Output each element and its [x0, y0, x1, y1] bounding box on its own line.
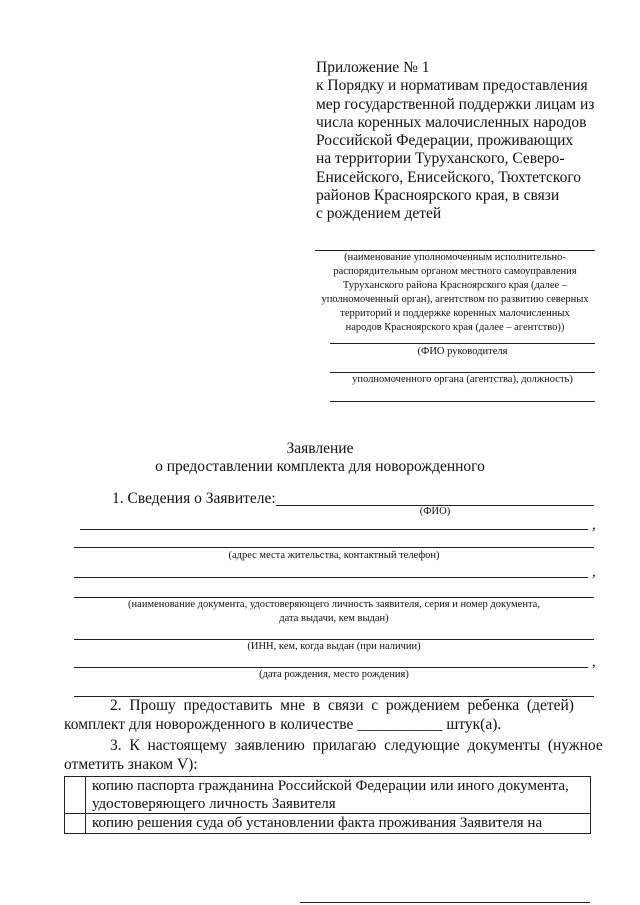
fio-caption: (ФИО) — [419, 506, 451, 517]
appendix-header — [316, 59, 616, 224]
id-document-caption-line: (наименование документа, удостоверяющего личность заявителя, серия и номер документа, — [128, 599, 540, 610]
id-document-caption-line: дата выдачи, кем выдан) — [279, 613, 389, 624]
head-caption: (ФИО руководителя — [417, 346, 508, 357]
address-field[interactable] — [74, 547, 594, 548]
table-row — [65, 814, 591, 834]
document-checkbox[interactable] — [65, 777, 86, 814]
appendix-line: Приложение № 1 — [316, 59, 430, 76]
org-caption-line: уполномоченный орган), агентством по развитию северных — [321, 294, 589, 305]
applicant-info-heading: 1. Сведения о Заявителе: — [112, 490, 276, 507]
table-row — [65, 777, 591, 814]
comma: , — [592, 517, 596, 533]
attachments-paragraph-line2: отметить знаком V): — [64, 756, 198, 773]
document-subtitle: о предоставлении комплекта для новорожденного — [155, 458, 485, 475]
document-title: Заявление — [286, 440, 354, 457]
document-description — [86, 777, 591, 814]
document-checkbox[interactable] — [65, 814, 86, 834]
org-caption-line: (наименование уполномоченным исполнительно- — [344, 252, 566, 263]
birth-caption: (дата рождения, место рождения) — [259, 669, 409, 680]
applicant-fio-field-2[interactable] — [80, 529, 588, 530]
page-bottom-edge — [300, 902, 590, 903]
documents-table — [64, 776, 591, 834]
org-caption-line: распорядительным органом местного самоуправления — [333, 266, 577, 277]
document-description-line: копию решения суда об установлении факта проживания Заявителя на — [92, 815, 543, 831]
attachments-paragraph-line1: 3. К настоящему заявлению прилагаю следующие документы (нужное — [110, 737, 603, 754]
document-description-line: удостоверяющего личность Заявителя — [92, 795, 336, 812]
document-description-line: копию паспорта гражданина Российской Федерации или иного документа, — [92, 778, 569, 794]
comma: , — [592, 654, 596, 670]
org-caption-line: народов Красноярского края (далее – агентство)) — [345, 322, 565, 333]
appendix-line: мер государственной поддержки лицам из — [316, 95, 595, 113]
position-caption: уполномоченного органа (агентства), должность) — [352, 374, 573, 385]
org-caption — [300, 251, 610, 335]
address-field-2[interactable] — [74, 577, 588, 578]
appendix-line: Енисейского, Енисейского, Тюхтетского — [316, 168, 582, 186]
appendix-line: числа коренных малочисленных народов — [316, 113, 587, 131]
org-caption-line: территорий и поддержке коренных малочисленных — [340, 308, 570, 319]
head-name-field[interactable] — [330, 343, 595, 344]
id-document-caption — [74, 598, 594, 626]
position-field-2[interactable] — [330, 401, 595, 402]
address-caption: (адрес места жительства, контактный телефон) — [228, 550, 440, 561]
request-paragraph-line1: 2. Прошу предоставить мне в связи с рождением ребенка (детей) — [110, 697, 574, 714]
org-caption-line: Туруханского района Красноярского края (далее – — [342, 280, 568, 291]
appendix-line: на территории Туруханского, Северо- — [316, 150, 565, 168]
appendix-line: Российской Федерации, проживающих — [316, 132, 574, 150]
appendix-line: с рождением детей — [316, 205, 442, 223]
appendix-line: районов Красноярского края, в связи — [316, 187, 560, 205]
inn-caption: (ИНН, кем, когда выдан (при наличии) — [247, 641, 421, 652]
request-paragraph-line2: комплект для новорожденного в количестве ___________ штук(а). — [64, 716, 502, 733]
appendix-line: к Порядку и нормативам предоставления — [316, 77, 588, 95]
document-description — [86, 814, 591, 834]
comma: , — [592, 564, 596, 580]
